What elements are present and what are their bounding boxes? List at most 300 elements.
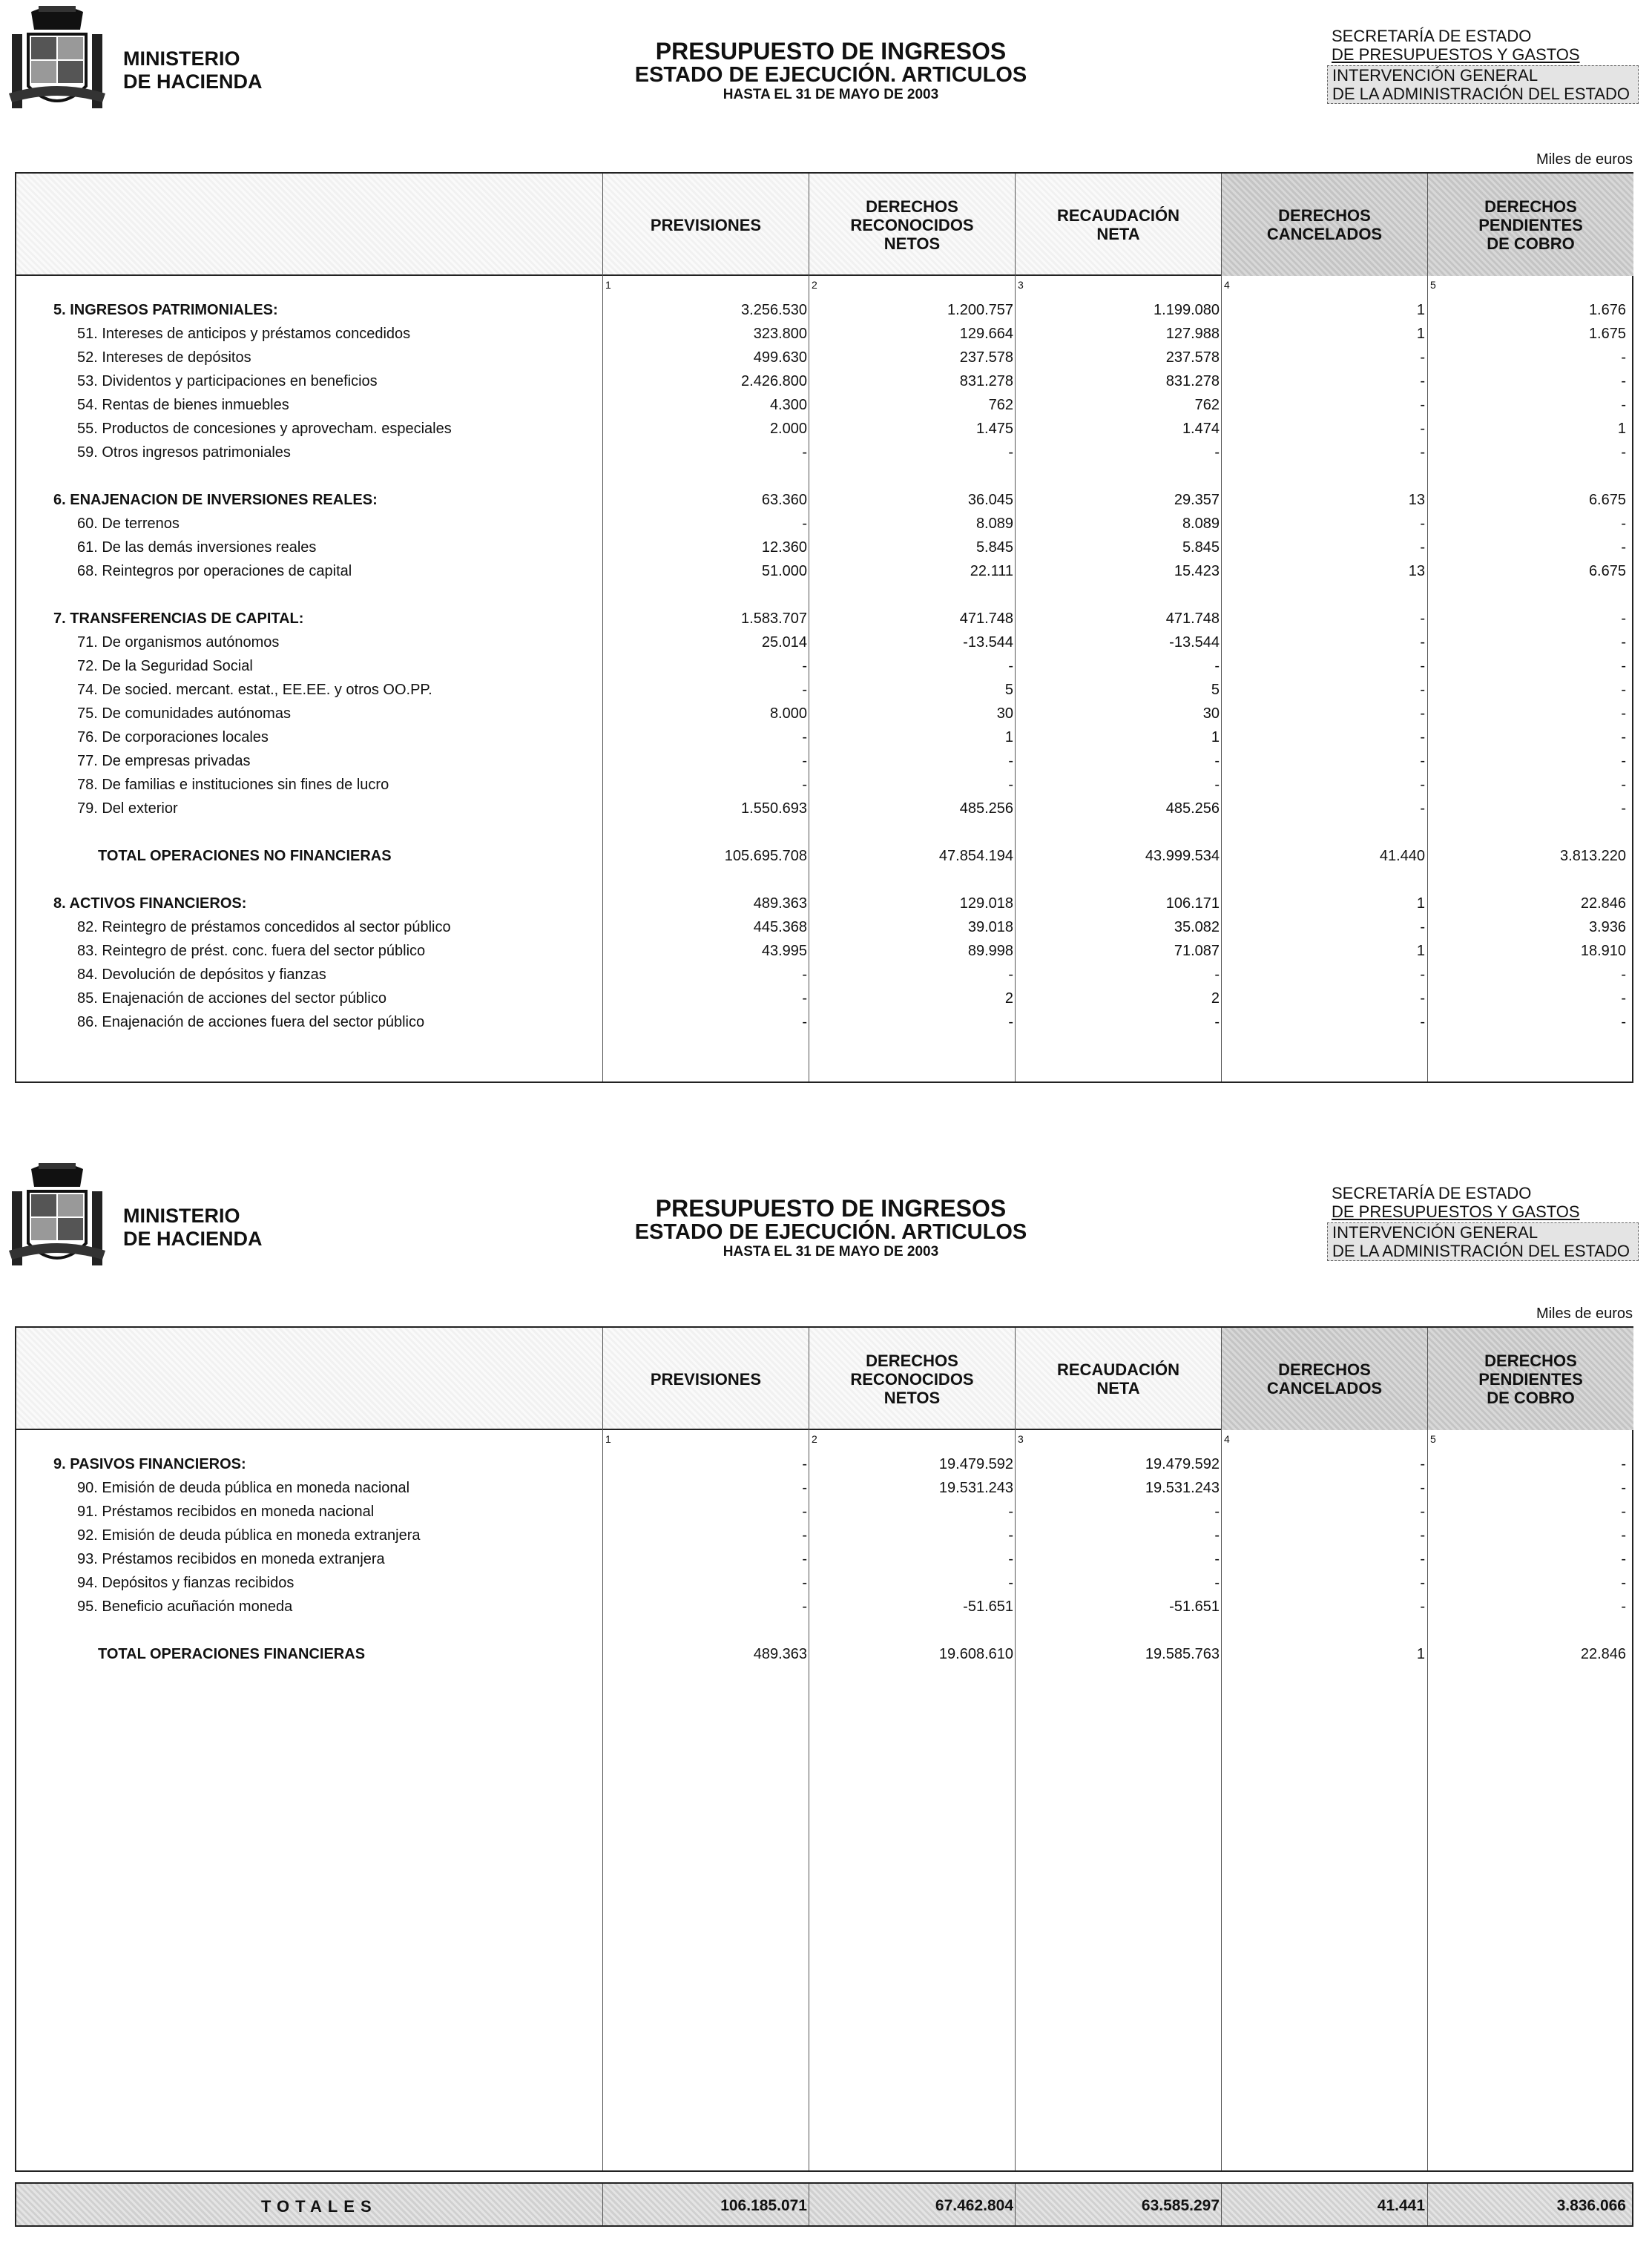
table-row (16, 1571, 1632, 1595)
cell-col-3: - (1214, 658, 1220, 674)
cell-col-2: 1.475 (975, 421, 1013, 437)
cell-col-3: 1.199.080 (1154, 302, 1220, 318)
cell-col-4: - (1420, 1527, 1425, 1544)
column-header-5: DERECHOS PENDIENTES DE COBRO (1427, 174, 1633, 276)
cell-col-5: - (1621, 990, 1626, 1007)
row-label: 84. Devolución de depósitos y fianzas (77, 967, 326, 983)
cell-col-2: 129.018 (959, 895, 1013, 912)
cell-col-4: - (1420, 800, 1425, 817)
cell-col-2: 39.018 (967, 919, 1013, 935)
total-col-4: 41.441 (1377, 2197, 1425, 2214)
row-label: 86. Enajenación de acciones fuera del sector público (77, 1014, 425, 1030)
cell-col-2: 36.045 (967, 492, 1013, 508)
cell-col-4: 13 (1408, 563, 1425, 579)
cell-col-1: - (802, 1480, 807, 1496)
cell-col-3: 19.585.763 (1145, 1646, 1220, 1662)
table-row (16, 1476, 1632, 1500)
cell-col-4: - (1420, 444, 1425, 461)
cell-col-4: - (1420, 967, 1425, 983)
table-row (16, 963, 1632, 987)
table-row (16, 915, 1632, 939)
column-header-2: DERECHOS RECONOCIDOS NETOS (809, 1328, 1015, 1430)
totals-bar (15, 2182, 1633, 2227)
cell-col-1: - (802, 1504, 807, 1520)
table-row (16, 1010, 1632, 1034)
cell-col-5: - (1621, 1575, 1626, 1591)
table-row (16, 725, 1632, 749)
column-number-2: 2 (812, 1433, 817, 1445)
cell-col-2: 485.256 (959, 800, 1013, 817)
cell-col-4: - (1420, 634, 1425, 651)
cell-col-4: - (1420, 729, 1425, 745)
row-label: 79. Del exterior (77, 800, 178, 817)
table-row (16, 441, 1632, 464)
title-line-1: PRESUPUESTO DE INGRESOS (655, 1195, 1007, 1222)
sec-line-2: DE PRESUPUESTOS Y GASTOS (1332, 45, 1580, 64)
table-row (16, 631, 1632, 654)
coat-of-arms-icon (9, 4, 105, 116)
cell-col-4: 1 (1416, 302, 1425, 318)
cell-col-3: 127.988 (1165, 326, 1220, 342)
total-row (16, 1642, 1632, 1666)
table-row (16, 559, 1632, 583)
row-label: 59. Otros ingresos patrimoniales (77, 444, 291, 461)
cell-col-1: - (802, 753, 807, 769)
cell-col-4: - (1420, 610, 1425, 627)
table-row (16, 512, 1632, 536)
column-divider (1221, 2184, 1222, 2225)
row-label: 85. Enajenación de acciones del sector público (77, 990, 386, 1007)
ministry-name (123, 47, 263, 93)
cell-col-3: 15.423 (1174, 563, 1220, 579)
cell-col-3: -13.544 (1169, 634, 1220, 651)
cell-col-3: - (1214, 777, 1220, 793)
total-col-2: 67.462.804 (935, 2197, 1013, 2214)
cell-col-2: - (1008, 777, 1013, 793)
cell-col-1: 63.360 (761, 492, 807, 508)
cell-col-1: - (802, 516, 807, 532)
cell-col-5: 3.813.220 (1560, 848, 1626, 864)
cell-col-5: - (1621, 1551, 1626, 1567)
cell-col-5: - (1621, 634, 1626, 651)
column-number-2: 2 (812, 279, 817, 291)
cell-col-5: 1.675 (1588, 326, 1626, 342)
cell-col-5: - (1621, 800, 1626, 817)
units-label: Miles de euros (1536, 1306, 1633, 1322)
cell-col-3: 19.479.592 (1145, 1456, 1220, 1472)
cell-col-3: 8.089 (1182, 516, 1220, 532)
cell-col-5: - (1621, 1504, 1626, 1520)
cell-col-4: - (1420, 705, 1425, 722)
cell-col-2: 237.578 (959, 349, 1013, 366)
cell-col-3: 5.845 (1182, 539, 1220, 556)
cell-col-1: - (802, 1014, 807, 1030)
column-header-4: DERECHOS CANCELADOS (1221, 1328, 1427, 1430)
title-line-3: HASTA EL 31 DE MAYO DE 2003 (723, 87, 939, 102)
report-page-2 (0, 1157, 1652, 2252)
row-label: 6. ENAJENACION DE INVERSIONES REALES: (53, 492, 378, 508)
cell-col-1: - (802, 777, 807, 793)
cell-col-2: - (1008, 753, 1013, 769)
cell-col-1: 25.014 (761, 634, 807, 651)
cell-col-3: 1 (1211, 729, 1220, 745)
total-col-5: 3.836.066 (1556, 2197, 1626, 2214)
coat-of-arms-icon (9, 1162, 105, 1273)
cell-col-3: 29.357 (1174, 492, 1220, 508)
cell-col-3: 19.531.243 (1145, 1480, 1220, 1496)
table-row (16, 369, 1632, 393)
row-label: 55. Productos de concesiones y aprovecham. especiales (77, 421, 452, 437)
cell-col-5: - (1621, 658, 1626, 674)
cell-col-4: - (1420, 539, 1425, 556)
cell-col-1: 43.995 (761, 943, 807, 959)
data-table (15, 1326, 1633, 2172)
report-title (623, 39, 1039, 104)
cell-col-5: - (1621, 1456, 1626, 1472)
row-label: 71. De organismos autónomos (77, 634, 280, 651)
cell-col-4: - (1420, 777, 1425, 793)
row-label: 82. Reintegro de préstamos concedidos al sector público (77, 919, 451, 935)
title-line-2: ESTADO DE EJECUCIÓN. ARTICULOS (634, 1220, 1027, 1244)
total-row (16, 844, 1632, 868)
cell-col-5: - (1621, 1480, 1626, 1496)
cell-col-3: 2 (1211, 990, 1220, 1007)
row-label: 91. Préstamos recibidos en moneda nacional (77, 1504, 375, 1520)
cell-col-2: 1.200.757 (947, 302, 1013, 318)
report-page-1 (0, 0, 1652, 1113)
cell-col-5: - (1621, 373, 1626, 389)
cell-col-2: 22.111 (970, 563, 1013, 579)
cell-col-4: 1 (1416, 895, 1425, 912)
row-label: 92. Emisión de deuda pública en moneda extranjera (77, 1527, 421, 1544)
cell-col-4: - (1420, 349, 1425, 366)
ministry-line-1: MINISTERIO (123, 1205, 240, 1227)
cell-col-2: - (1008, 444, 1013, 461)
cell-col-3: 831.278 (1165, 373, 1220, 389)
row-label: 74. De socied. mercant. estat., EE.EE. y otros OO.PP. (77, 682, 432, 698)
row-label: 95. Beneficio acuñación moneda (77, 1599, 293, 1615)
column-number-3: 3 (1018, 1433, 1024, 1445)
cell-col-5: 6.675 (1588, 492, 1626, 508)
cell-col-1: 489.363 (753, 1646, 807, 1662)
column-header-5: DERECHOS PENDIENTES DE COBRO (1427, 1328, 1633, 1430)
cell-col-5: - (1621, 682, 1626, 698)
cell-col-3: 35.082 (1174, 919, 1220, 935)
cell-col-1: 8.000 (769, 705, 807, 722)
cell-col-3: - (1214, 967, 1220, 983)
column-divider (1015, 2184, 1016, 2225)
column-header-3: RECAUDACIÓN NETA (1015, 1328, 1221, 1430)
row-label: 51. Intereses de anticipos y préstamos concedidos (77, 326, 411, 342)
sec-line-1: SECRETARÍA DE ESTADO (1332, 1184, 1532, 1202)
table-row (16, 1524, 1632, 1547)
column-header-2: DERECHOS RECONOCIDOS NETOS (809, 174, 1015, 276)
column-number-4: 4 (1224, 279, 1230, 291)
cell-col-2: 19.531.243 (938, 1480, 1013, 1496)
table-row (16, 797, 1632, 820)
row-label: 8. ACTIVOS FINANCIEROS: (53, 895, 247, 912)
cell-col-3: 237.578 (1165, 349, 1220, 366)
secretariat-block (1332, 1184, 1643, 1261)
cell-col-3: 1.474 (1182, 421, 1220, 437)
cell-col-2: 2 (1004, 990, 1013, 1007)
column-number-3: 3 (1018, 279, 1024, 291)
ministry-line-2: DE HACIENDA (123, 70, 263, 93)
cell-col-1: - (802, 990, 807, 1007)
cell-col-1: 489.363 (753, 895, 807, 912)
cell-col-4: - (1420, 421, 1425, 437)
cell-col-3: - (1214, 1551, 1220, 1567)
cell-col-5: - (1621, 1599, 1626, 1615)
row-label: 7. TRANSFERENCIAS DE CAPITAL: (53, 610, 304, 627)
cell-col-4: - (1420, 1599, 1425, 1615)
units-label: Miles de euros (1536, 151, 1633, 168)
cell-col-1: 1.583.707 (741, 610, 807, 627)
intervention-box (1327, 65, 1639, 104)
row-label: 61. De las demás inversiones reales (77, 539, 317, 556)
row-label: 52. Intereses de depósitos (77, 349, 251, 366)
row-label: 5. INGRESOS PATRIMONIALES: (53, 302, 278, 318)
section-row (16, 298, 1632, 322)
cell-col-5: - (1621, 397, 1626, 413)
column-header-1: PREVISIONES (602, 174, 809, 276)
cell-col-1: 2.000 (769, 421, 807, 437)
column-number-4: 4 (1224, 1433, 1230, 1445)
column-number-1: 1 (605, 279, 611, 291)
sec-line-4: DE LA ADMINISTRACIÓN DEL ESTADO (1332, 85, 1630, 103)
cell-col-4: - (1420, 658, 1425, 674)
cell-col-4: - (1420, 516, 1425, 532)
cell-col-2: 5.845 (975, 539, 1013, 556)
row-label: 60. De terrenos (77, 516, 180, 532)
cell-col-4: 1 (1416, 943, 1425, 959)
section-row (16, 892, 1632, 915)
cell-col-2: 831.278 (959, 373, 1013, 389)
cell-col-5: - (1621, 539, 1626, 556)
cell-col-5: 18.910 (1580, 943, 1626, 959)
row-label: 90. Emisión de deuda pública en moneda nacional (77, 1480, 410, 1496)
row-label: 54. Rentas de bienes inmuebles (77, 397, 289, 413)
cell-col-1: 105.695.708 (724, 848, 807, 864)
cell-col-2: 471.748 (959, 610, 1013, 627)
cell-col-4: - (1420, 919, 1425, 935)
row-label: 77. De empresas privadas (77, 753, 251, 769)
cell-col-5: - (1621, 967, 1626, 983)
cell-col-1: 51.000 (761, 563, 807, 579)
cell-col-1: 1.550.693 (741, 800, 807, 817)
cell-col-2: 47.854.194 (938, 848, 1013, 864)
title-line-2: ESTADO DE EJECUCIÓN. ARTICULOS (634, 63, 1027, 87)
cell-col-5: 3.936 (1588, 919, 1626, 935)
cell-col-4: 1 (1416, 1646, 1425, 1662)
cell-col-2: 19.608.610 (938, 1646, 1013, 1662)
cell-col-2: 30 (996, 705, 1013, 722)
table-row (16, 346, 1632, 369)
table-row (16, 702, 1632, 725)
cell-col-4: - (1420, 1456, 1425, 1472)
cell-col-3: 71.087 (1174, 943, 1220, 959)
cell-col-5: - (1621, 610, 1626, 627)
cell-col-2: - (1008, 1014, 1013, 1030)
ministry-line-2: DE HACIENDA (123, 1228, 263, 1250)
row-label: 53. Dividentos y participaciones en beneficios (77, 373, 378, 389)
cell-col-1: - (802, 1551, 807, 1567)
cell-col-4: - (1420, 1504, 1425, 1520)
sec-line-3: INTERVENCIÓN GENERAL (1332, 1223, 1539, 1242)
sec-line-1: SECRETARÍA DE ESTADO (1332, 27, 1532, 45)
cell-col-4: - (1420, 753, 1425, 769)
table-row (16, 987, 1632, 1010)
cell-col-5: - (1621, 753, 1626, 769)
column-header-1: PREVISIONES (602, 1328, 809, 1430)
column-number-5: 5 (1430, 1433, 1436, 1445)
cell-col-1: - (802, 967, 807, 983)
cell-col-4: 13 (1408, 492, 1425, 508)
cell-col-5: - (1621, 1527, 1626, 1544)
cell-col-1: - (802, 1599, 807, 1615)
cell-col-3: - (1214, 1504, 1220, 1520)
column-number-5: 5 (1430, 279, 1436, 291)
row-label: 9. PASIVOS FINANCIEROS: (53, 1456, 246, 1472)
cell-col-3: 43.999.534 (1145, 848, 1220, 864)
cell-col-3: -51.651 (1169, 1599, 1220, 1615)
cell-col-1: 4.300 (769, 397, 807, 413)
cell-col-2: 129.664 (959, 326, 1013, 342)
cell-col-5: - (1621, 777, 1626, 793)
section-row (16, 488, 1632, 512)
table-row (16, 322, 1632, 346)
cell-col-2: 89.998 (967, 943, 1013, 959)
cell-col-4: 41.440 (1379, 848, 1425, 864)
cell-col-4: - (1420, 1014, 1425, 1030)
cell-col-2: -13.544 (963, 634, 1013, 651)
cell-col-5: - (1621, 729, 1626, 745)
cell-col-5: 6.675 (1588, 563, 1626, 579)
cell-col-3: 762 (1194, 397, 1220, 413)
row-label: TOTAL OPERACIONES FINANCIERAS (98, 1646, 366, 1662)
cell-col-3: - (1214, 1527, 1220, 1544)
cell-col-5: - (1621, 516, 1626, 532)
cell-col-4: - (1420, 1480, 1425, 1496)
table-row (16, 1595, 1632, 1619)
table-row (16, 749, 1632, 773)
table-row (16, 654, 1632, 678)
row-label: 78. De familias e instituciones sin fines de lucro (77, 777, 389, 793)
cell-col-2: 8.089 (975, 516, 1013, 532)
cell-col-4: - (1420, 990, 1425, 1007)
cell-col-5: - (1621, 1014, 1626, 1030)
cell-col-3: 5 (1211, 682, 1220, 698)
cell-col-3: 485.256 (1165, 800, 1220, 817)
cell-col-1: - (802, 682, 807, 698)
column-header-4: DERECHOS CANCELADOS (1221, 174, 1427, 276)
cell-col-5: - (1621, 444, 1626, 461)
cell-col-2: - (1008, 1551, 1013, 1567)
cell-col-1: - (802, 1527, 807, 1544)
cell-col-2: 5 (1004, 682, 1013, 698)
cell-col-2: - (1008, 1527, 1013, 1544)
column-divider (602, 2184, 603, 2225)
cell-col-2: - (1008, 1504, 1013, 1520)
sec-line-4: DE LA ADMINISTRACIÓN DEL ESTADO (1332, 1242, 1630, 1260)
cell-col-5: 22.846 (1580, 895, 1626, 912)
table-row (16, 1547, 1632, 1571)
column-header-3: RECAUDACIÓN NETA (1015, 174, 1221, 276)
ministry-name (123, 1205, 263, 1251)
cell-col-1: 2.426.800 (741, 373, 807, 389)
cell-col-1: - (802, 658, 807, 674)
cell-col-1: 12.360 (761, 539, 807, 556)
cell-col-3: - (1214, 1575, 1220, 1591)
title-line-3: HASTA EL 31 DE MAYO DE 2003 (723, 1244, 939, 1260)
table-row (16, 417, 1632, 441)
cell-col-1: - (802, 444, 807, 461)
cell-col-3: - (1214, 444, 1220, 461)
cell-col-1: - (802, 1575, 807, 1591)
cell-col-4: - (1420, 682, 1425, 698)
section-row (16, 1452, 1632, 1476)
table-row (16, 773, 1632, 797)
cell-col-5: - (1621, 705, 1626, 722)
cell-col-1: 323.800 (753, 326, 807, 342)
cell-col-3: - (1214, 1014, 1220, 1030)
cell-col-5: 1.676 (1588, 302, 1626, 318)
cell-col-3: 30 (1202, 705, 1220, 722)
column-number-1: 1 (605, 1433, 611, 1445)
title-line-1: PRESUPUESTO DE INGRESOS (655, 38, 1007, 65)
cell-col-1: - (802, 1456, 807, 1472)
row-label: TOTAL OPERACIONES NO FINANCIERAS (98, 848, 392, 864)
cell-col-4: - (1420, 373, 1425, 389)
cell-col-5: - (1621, 349, 1626, 366)
row-label: 76. De corporaciones locales (77, 729, 269, 745)
totals-label: TOTALES (261, 2197, 378, 2216)
cell-col-2: - (1008, 967, 1013, 983)
cell-col-3: - (1214, 753, 1220, 769)
cell-col-1: 445.368 (753, 919, 807, 935)
ministry-line-1: MINISTERIO (123, 47, 240, 70)
table-row (16, 393, 1632, 417)
sec-line-3: INTERVENCIÓN GENERAL (1332, 66, 1539, 85)
report-title (623, 1196, 1039, 1261)
cell-col-4: 1 (1416, 326, 1425, 342)
cell-col-2: - (1008, 1575, 1013, 1591)
table-row (16, 1500, 1632, 1524)
intervention-box (1327, 1222, 1639, 1261)
row-label: 75. De comunidades autónomas (77, 705, 291, 722)
row-label: 68. Reintegros por operaciones de capital (77, 563, 352, 579)
cell-col-5: 22.846 (1580, 1646, 1626, 1662)
cell-col-1: - (802, 729, 807, 745)
cell-col-2: 762 (988, 397, 1013, 413)
table-row (16, 939, 1632, 963)
cell-col-1: 3.256.530 (741, 302, 807, 318)
row-label: 93. Préstamos recibidos en moneda extranjera (77, 1551, 385, 1567)
cell-col-1: 499.630 (753, 349, 807, 366)
table-row (16, 536, 1632, 559)
row-label: 72. De la Seguridad Social (77, 658, 253, 674)
data-table (15, 172, 1633, 1083)
section-row (16, 607, 1632, 631)
cell-col-3: 106.171 (1165, 895, 1220, 912)
secretariat-block (1332, 27, 1643, 104)
cell-col-2: - (1008, 658, 1013, 674)
cell-col-2: -51.651 (963, 1599, 1013, 1615)
sec-line-2: DE PRESUPUESTOS Y GASTOS (1332, 1202, 1580, 1221)
cell-col-5: 1 (1617, 421, 1626, 437)
table-row (16, 678, 1632, 702)
row-label: 83. Reintegro de prést. conc. fuera del sector público (77, 943, 426, 959)
